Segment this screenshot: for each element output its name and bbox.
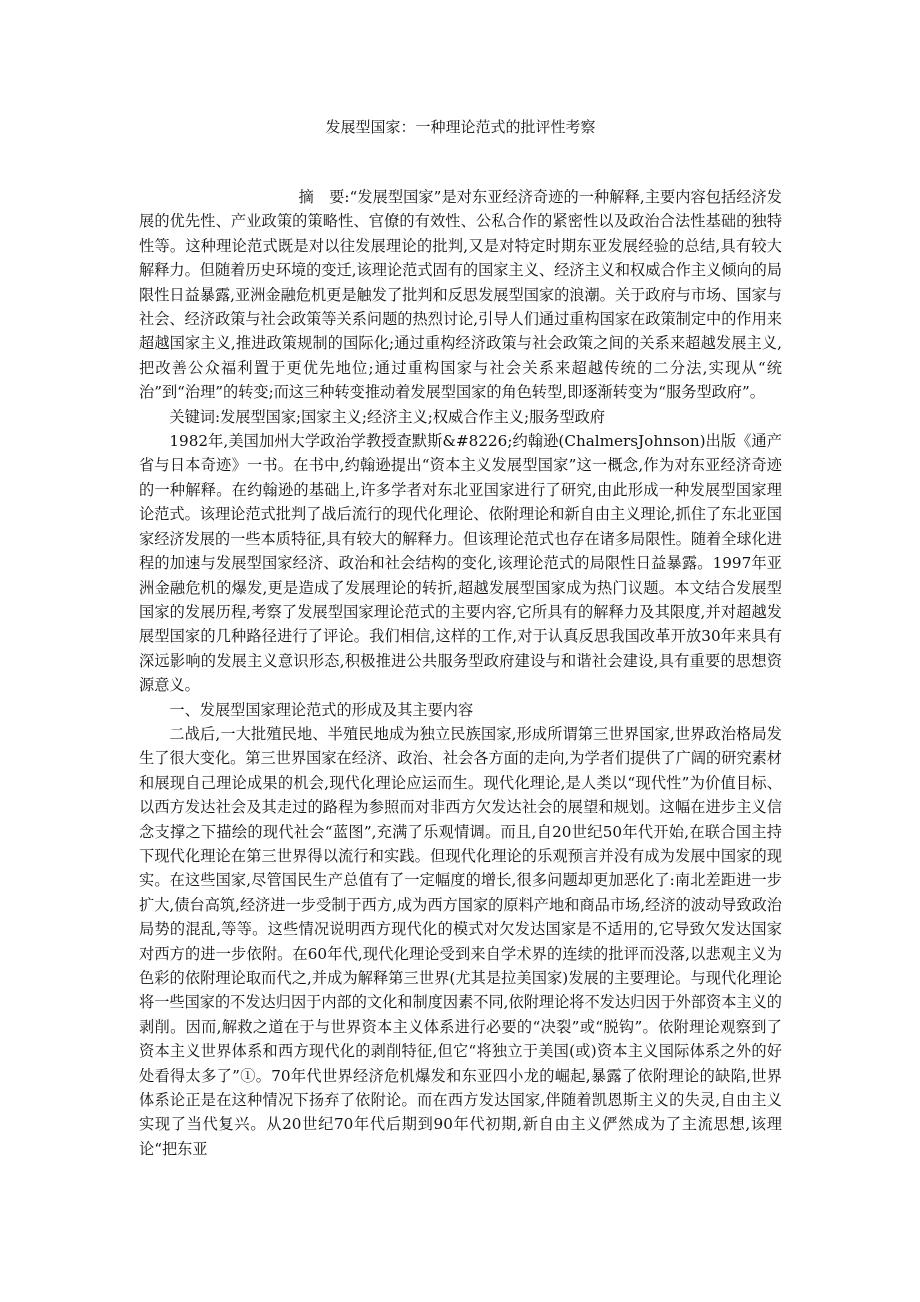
abstract-paragraph: 摘 要:“发展型国家”是对东亚经济奇迹的一种解释,主要内容包括经济发展的优先性、产业政策的策略性、官僚的有效性、公私合作的紧密性以及政治合法性基础的独特性等。这种理论范式既是对以往发展理论的批判,又是对特定时期东亚发展经验的总结,具有较大解释力。但随着历史环境的变迁,该理论范式固有的国家主义、经济主义和权威合作主义倾向的局限性日益暴露,亚洲金融危机更是触发了批判和反思发展型国家的浪潮。关于政府与市场、国家与社会、经济政策与社会政策等关系问题的热烈讨论,引导人们通过重构国家在政策制定中的作用来超越国家主义,推进政策规制的国际化;通过重构经济政策与社会政策之间的关系来超越发展主义,把改善公众福利置于更优先地位;通过重构国家与社会关系来超越传统的二分法,实现从“统治”到“治理”的转变;而这三种转变推动着发展型国家的角色转型,即逐渐转变为“服务型政府”。 xyxy=(139,188,782,402)
section-heading: 一、发展型国家理论范式的形成及其主要内容 xyxy=(169,700,474,719)
section-paragraph: 二战后,一大批殖民地、半殖民地成为独立民族国家,形成所谓第三世界国家,世界政治格局发生了很大变化。第三世界国家在经济、政治、社会各方面的走向,为学者们提供了广阔的研究素材和展现自己理论成果的机会,现代化理论应运而生。现代化理论,是人类以“现代性”为价值目标、以西方发达社会及其走过的路程为参照而对非西方欠发达社会的展望和规划。这幅在进步主义信念支撑之下描绘的现代社会“蓝图”,充满了乐观情调。而且,自20世纪50年代开始,在联合国主持下现代化理论在第三世界得以流行和实践。但现代化理论的乐观预言并没有成为发展中国家的现实。在这些国家,尽管国民生产总值有了一定幅度的增长,很多问题却更加恶化了:南北差距进一步扩大,债台高筑,经济进一步受制于西方,成为西方国家的原料产地和商品市场,经济的波动导致政治局势的混乱,等等。这些情况说明西方现代化的模式对欠发达国家是不适用的,它导致欠发达国家对西方的进一步依附。在60年代,现代化理论受到来自学术界的连续的批评而没落,以悲观主义为色彩的依附理论取而代之,并成为解释第三世界(尤其是拉美国家)发展的主要理论。与现代化理论将一些国家的不发达归因于内部的文化和制度因素不同,依附理论将不发达归因于外部资本主义的剥削。因而,解救之道在于与世界资本主义体系进行必要的“决裂”或“脱钩”。依附理论观察到了资本主义世界体系和西方现代化的剥削特征,但它“将独立于美国(或)资本主义国际体系之外的好处看得太多了”①。70年代世界经济危机爆发和东亚四小龙的崛起,暴露了依附理论的缺陷,世界体系论正是在这种情况下扬弃了依附论。而在西方发达国家,伴随着凯恩斯主义的失灵,自由主义实现了当代复兴。从20世纪70年代后期到90年代初期,新自由主义俨然成为了主流思想,该理论“把东亚 xyxy=(139,724,782,1158)
intro-paragraph: 1982年,美国加州大学政治学教授查默斯&#8226;约翰逊(ChalmersJohnson)出版《通产省与日本奇迹》一书。在书中,约翰逊提出“资本主义发展型国家”这一概念,作为对东亚经济奇迹的一种解释。在约翰逊的基础上,许多学者对东北亚国家进行了研究,由此形成一种发展型国家理论范式。该理论范式批判了战后流行的现代化理论、依附理论和新自由主义理论,抓住了东北亚国家经济发展的一些本质特征,具有较大的解释力。但该理论范式也存在诸多局限性。随着全球化进程的加速与发展型国家经济、政治和社会结构的变化,该理论范式的局限性日益暴露。1997年亚洲金融危机的爆发,更是造成了发展理论的转折,超越发展型国家成为热门议题。本文结合发展型国家的发展历程,考察了发展型国家理论范式的主要内容,它所具有的解释力及其限度,并对超越发展型国家的几种路径进行了评论。我们相信,这样的工作,对于认真反思我国改革开放30年来具有深远影响的发展主义意识形态,积极推进公共服务型政府建设与和谐社会建设,具有重要的思想资源意义。 xyxy=(139,432,782,695)
document-title: 发展型国家：一种理论范式的批评性考察 xyxy=(325,118,596,136)
document-page xyxy=(139,0,782,1302)
document-body xyxy=(139,185,782,1161)
keywords-paragraph: 关键词:发展型国家;国家主义;经济主义;权威合作主义;服务型政府 xyxy=(169,407,606,426)
